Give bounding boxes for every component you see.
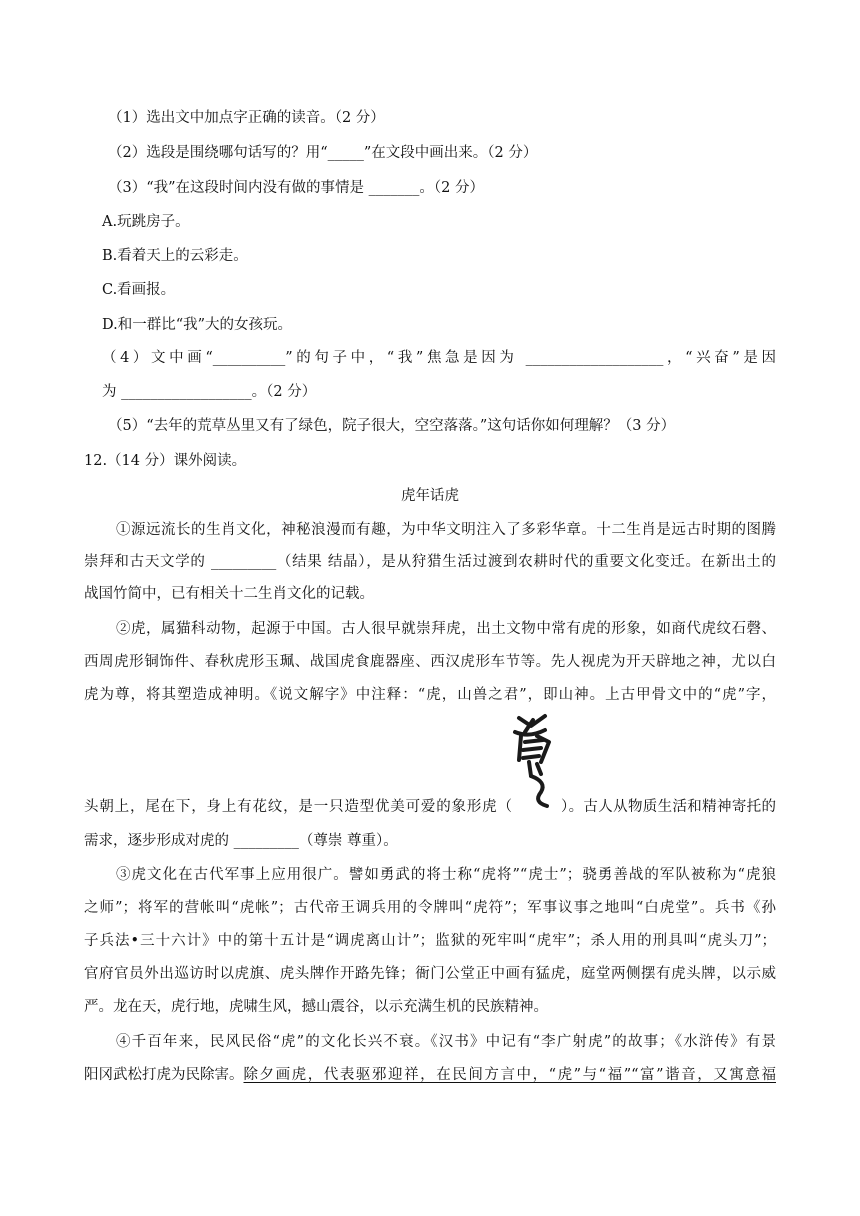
option-d: D.和一群比“我”大的女孩玩。 [102,317,293,333]
option-c: C.看画报。 [102,282,176,298]
question-2: （2）选段是围绕哪句话写的？用“_____”在文段中画出来。（2 分） [108,145,538,161]
paragraph-2-line-1: ②虎，属猫科动物，起源于中国。古人很早就崇拜虎，出土文物中常有虎的形象，如商代虎纹石磬、 [116,621,776,637]
paragraph-3-line-5: 严。龙在天，虎行地，虎啸生风，撼山震谷，以示充满生机的民族精神。 [84,999,548,1015]
paragraph-2-line-5: 需求，逐步形成对虎的 _________（尊崇 尊重）。 [84,833,398,849]
paragraph-2-line-4-end: ）。古人从物质生活和精神寄托的 [561,799,776,815]
paragraph-3-line-1: ③虎文化在古代军事上应用很广。譬如勇武的将士称“虎将”“虎士”；骁勇善战的军队被称为“虎狼 [116,867,776,883]
question-4-line-1: （4）文中画“__________”的句子中，“我”焦急是因为 ___________________，“兴奋”是因 [102,350,776,366]
paragraph-3-line-4: 官府官员外出巡访时以虎旗、虎头牌作开路先锋；衙门公堂正中画有猛虎，庭堂两侧摆有虎头牌，以示威 [84,966,776,982]
question-1: （1）选出文中加点字正确的读音。（2 分） [108,110,385,126]
option-a: A.玩跳房子。 [102,214,190,230]
question-5: （5）“去年的荒草丛里又有了绿色，院子很大，空空落落。”这句话你如何理解？（3 分） [108,418,676,434]
paragraph-3-line-3: 子兵法•三十六计》中的第十五计是“调虎离山计”；监狱的死牢叫“虎牢”；杀人用的刑具叫“虎头刀”； [84,933,776,949]
paragraph-4-line-2-start: 阳冈武松打虎为民除害。 [84,1067,244,1083]
oracle-bone-tiger-character-icon [511,712,561,810]
question-3: （3）“我”在这段时间内没有做的事情是 _______。（2 分） [108,180,484,196]
paragraph-4-line-1: ④千百年来，民风民俗“虎”的文化长兴不衰。《汉书》中记有“李广射虎”的故事；《水浒传》有景 [116,1034,776,1050]
paragraph-4-line-2 [84,1065,776,1085]
paragraph-2-line-4-start: 头朝上，尾在下，身上有花纹，是一只造型优美可爱的象形虎（ [84,799,512,815]
paragraph-1-line-3: 战国竹简中，已有相关十二生肖文化的记载。 [84,586,374,602]
paragraph-1-line-2: 崇拜和古天文学的 _________（结果 结晶），是从狩猎生活过渡到农耕时代的重要文化变迁。在新出土的 [84,554,776,570]
paragraph-2-line-2: 西周虎形铜饰件、春秋虎形玉珮、战国虎食鹿器座、西汉虎形车节等。先人视虎为开天辟地之神，尤以白 [84,654,776,670]
section-header: 12.（14 分）课外阅读。 [84,453,247,469]
article-title: 虎年话虎 [401,488,459,504]
option-b: B.看着天上的云彩走。 [102,248,248,264]
underlined-sentence: 除夕画虎，代表驱邪迎祥，在民间方言中，“虎”与“福”“富”谐音，又寓意福 [243,1067,776,1083]
question-4-line-2: 为 __________________。（2 分） [102,384,317,400]
paragraph-3-line-2: 之师”；将军的营帐叫“虎帐”；古代帝王调兵用的令牌叫“虎符”；军事议事之地叫“白虎堂”。兵书《孙 [84,900,776,916]
paragraph-1-line-1: ①源远流长的生肖文化，神秘浪漫而有趣，为中华文明注入了多彩华章。十二生肖是远古时期的图腾 [116,522,776,538]
paragraph-2-line-3: 虎为尊，将其塑造成神明。《说文解字》中注释：“虎，山兽之君”，即山神。上古甲骨文中的“虎”字， [84,687,776,703]
